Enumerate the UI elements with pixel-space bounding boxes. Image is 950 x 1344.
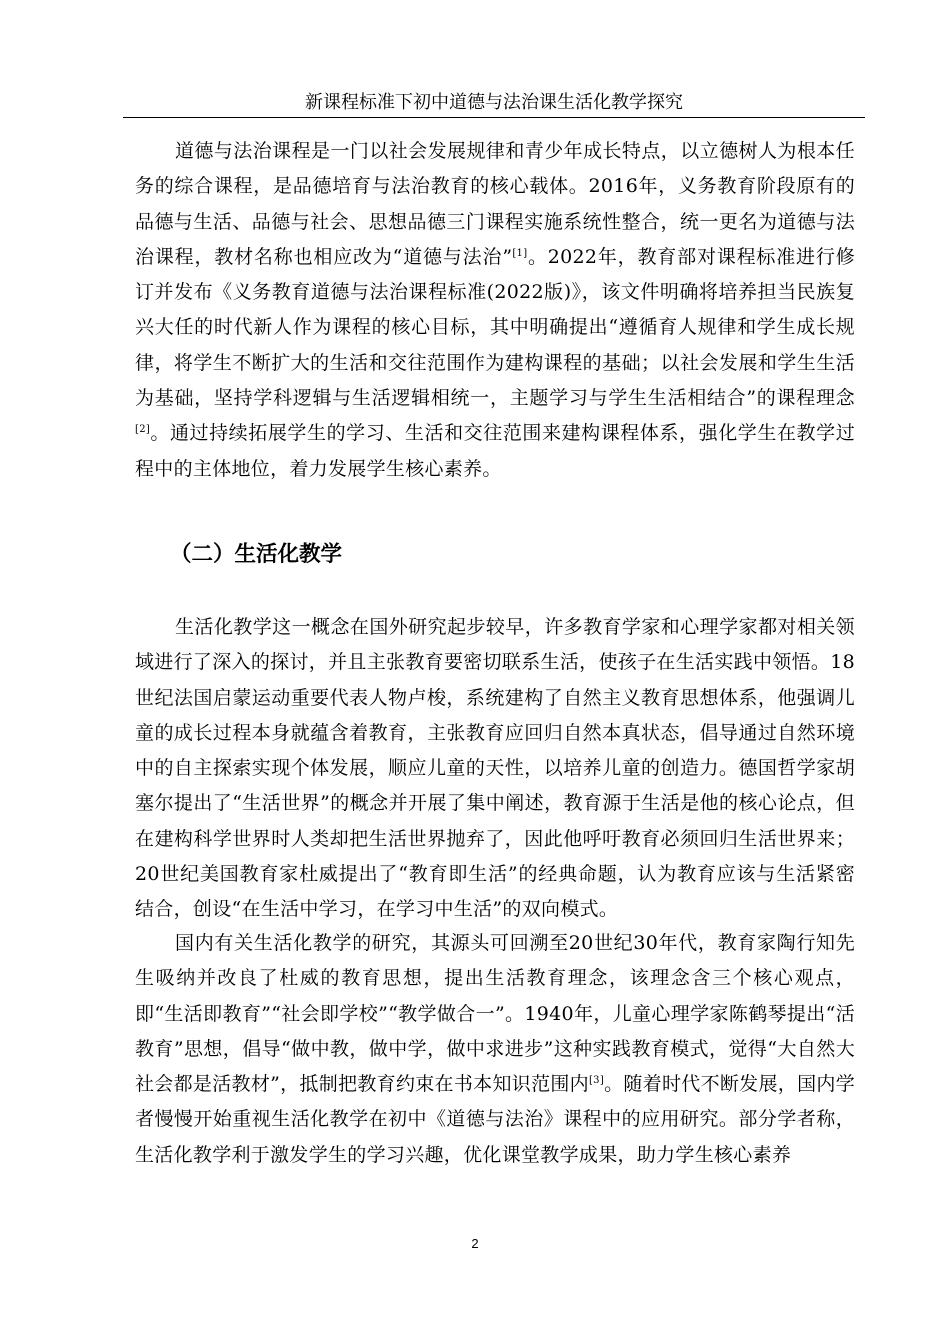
running-header-title: 新课程标准下初中道德与法治课生活化教学探究 <box>305 92 683 113</box>
paragraph-foreign-research: 生活化教学这一概念在国外研究起步较早，许多教育学家和心理学家都对相关领域进行了深入的探讨，并且主张教育要密切联系生活，使孩子在生活实践中领悟。18世纪法国启蒙运动重要代表人物卢梭，系统建构了自然主义教育思想体系，他强调儿童的成长过程本身就蕴含着教育，主张教育应回归自然本真状态，倡导通过自然环境中的自主探索实现个体发展，顺应儿童的天性，以培养儿童的创造力。德国哲学家胡塞尔提出了“生活世界”的概念并开展了集中阐述，教育源于生活是他的核心论点，但在建构科学世界时人类却把生活世界抛弃了，因此他呼吁教育必须回归生活世界来；20世纪美国教育家杜威提出了“教育即生活”的经典命题，认为教育应该与生活紧密结合，创设“在生活中学习，在学习中生活”的双向模式。 <box>135 616 855 921</box>
header-divider <box>123 117 865 118</box>
paragraph-domestic-research <box>135 926 855 1173</box>
paragraph-text: 道德与法治课程是一门以社会发展规律和青少年成长特点，以立德树人为根本任务的综合课程，是品德培育与法治教育的核心载体。2016年，义务教育阶段原有的品德与生活、品德与社会、思想品德三门课程实施系统性整合，统一更名为道德与法治课程，教材名称也相应改为“道德与法治” <box>135 140 855 268</box>
citation-ref: [3] <box>588 1075 605 1087</box>
page-number: 2 <box>471 1236 479 1251</box>
paragraph-text: 。通过持续拓展学生的学习、生活和交往范围来建构课程体系，强化学生在教学过程中的主体地位，着力发展学生核心素养。 <box>135 422 855 480</box>
paragraph-text: 国内有关生活化教学的研究，其源头可回溯至20世纪30年代，教育家陶行知先生吸纳并改良了杜威的教育思想，提出生活教育理念，该理念含三个核心观点，即“生活即教育”“社会即学校”“教学做合一”。1940年，儿童心理学家陈鹤琴提出“活教育”思想，倡导“做中教，做中学，做中求进步”这种实践教育模式，觉得“大自然大社会都是活教材”，抵制把教育约束在书本知识范围内 <box>135 932 855 1096</box>
section-heading: （二）生活化教学 <box>170 542 343 567</box>
citation-ref: [1] <box>512 247 528 259</box>
paragraph-text: 。2022年，教育部对课程标准进行修订并发布《义务教育道德与法治课程标准(2022版)》，该文件明确将培养担当民族复兴大任的时代新人作为课程的核心目标，其中明确提出“遵循育人规律和学生成长规律，将学生不断扩大的生活和交往范围作为建构课程的基础；以社会发展和学生生活为基础，坚持学科逻辑与生活逻辑相统一，主题学习与学生生活相结合”的课程理念 <box>135 245 855 410</box>
citation-ref: [2] <box>135 424 151 436</box>
paragraph-text: 。随着时代不断发展，国内学者慢慢开始重视生活化教学在初中《道德与法治》课程中的应用研究。部分学者称，生活化教学利于激发学生的学习兴趣，优化课堂教学成果，助力学生核心素养 <box>135 1073 855 1166</box>
paragraph-course-background <box>135 134 855 487</box>
